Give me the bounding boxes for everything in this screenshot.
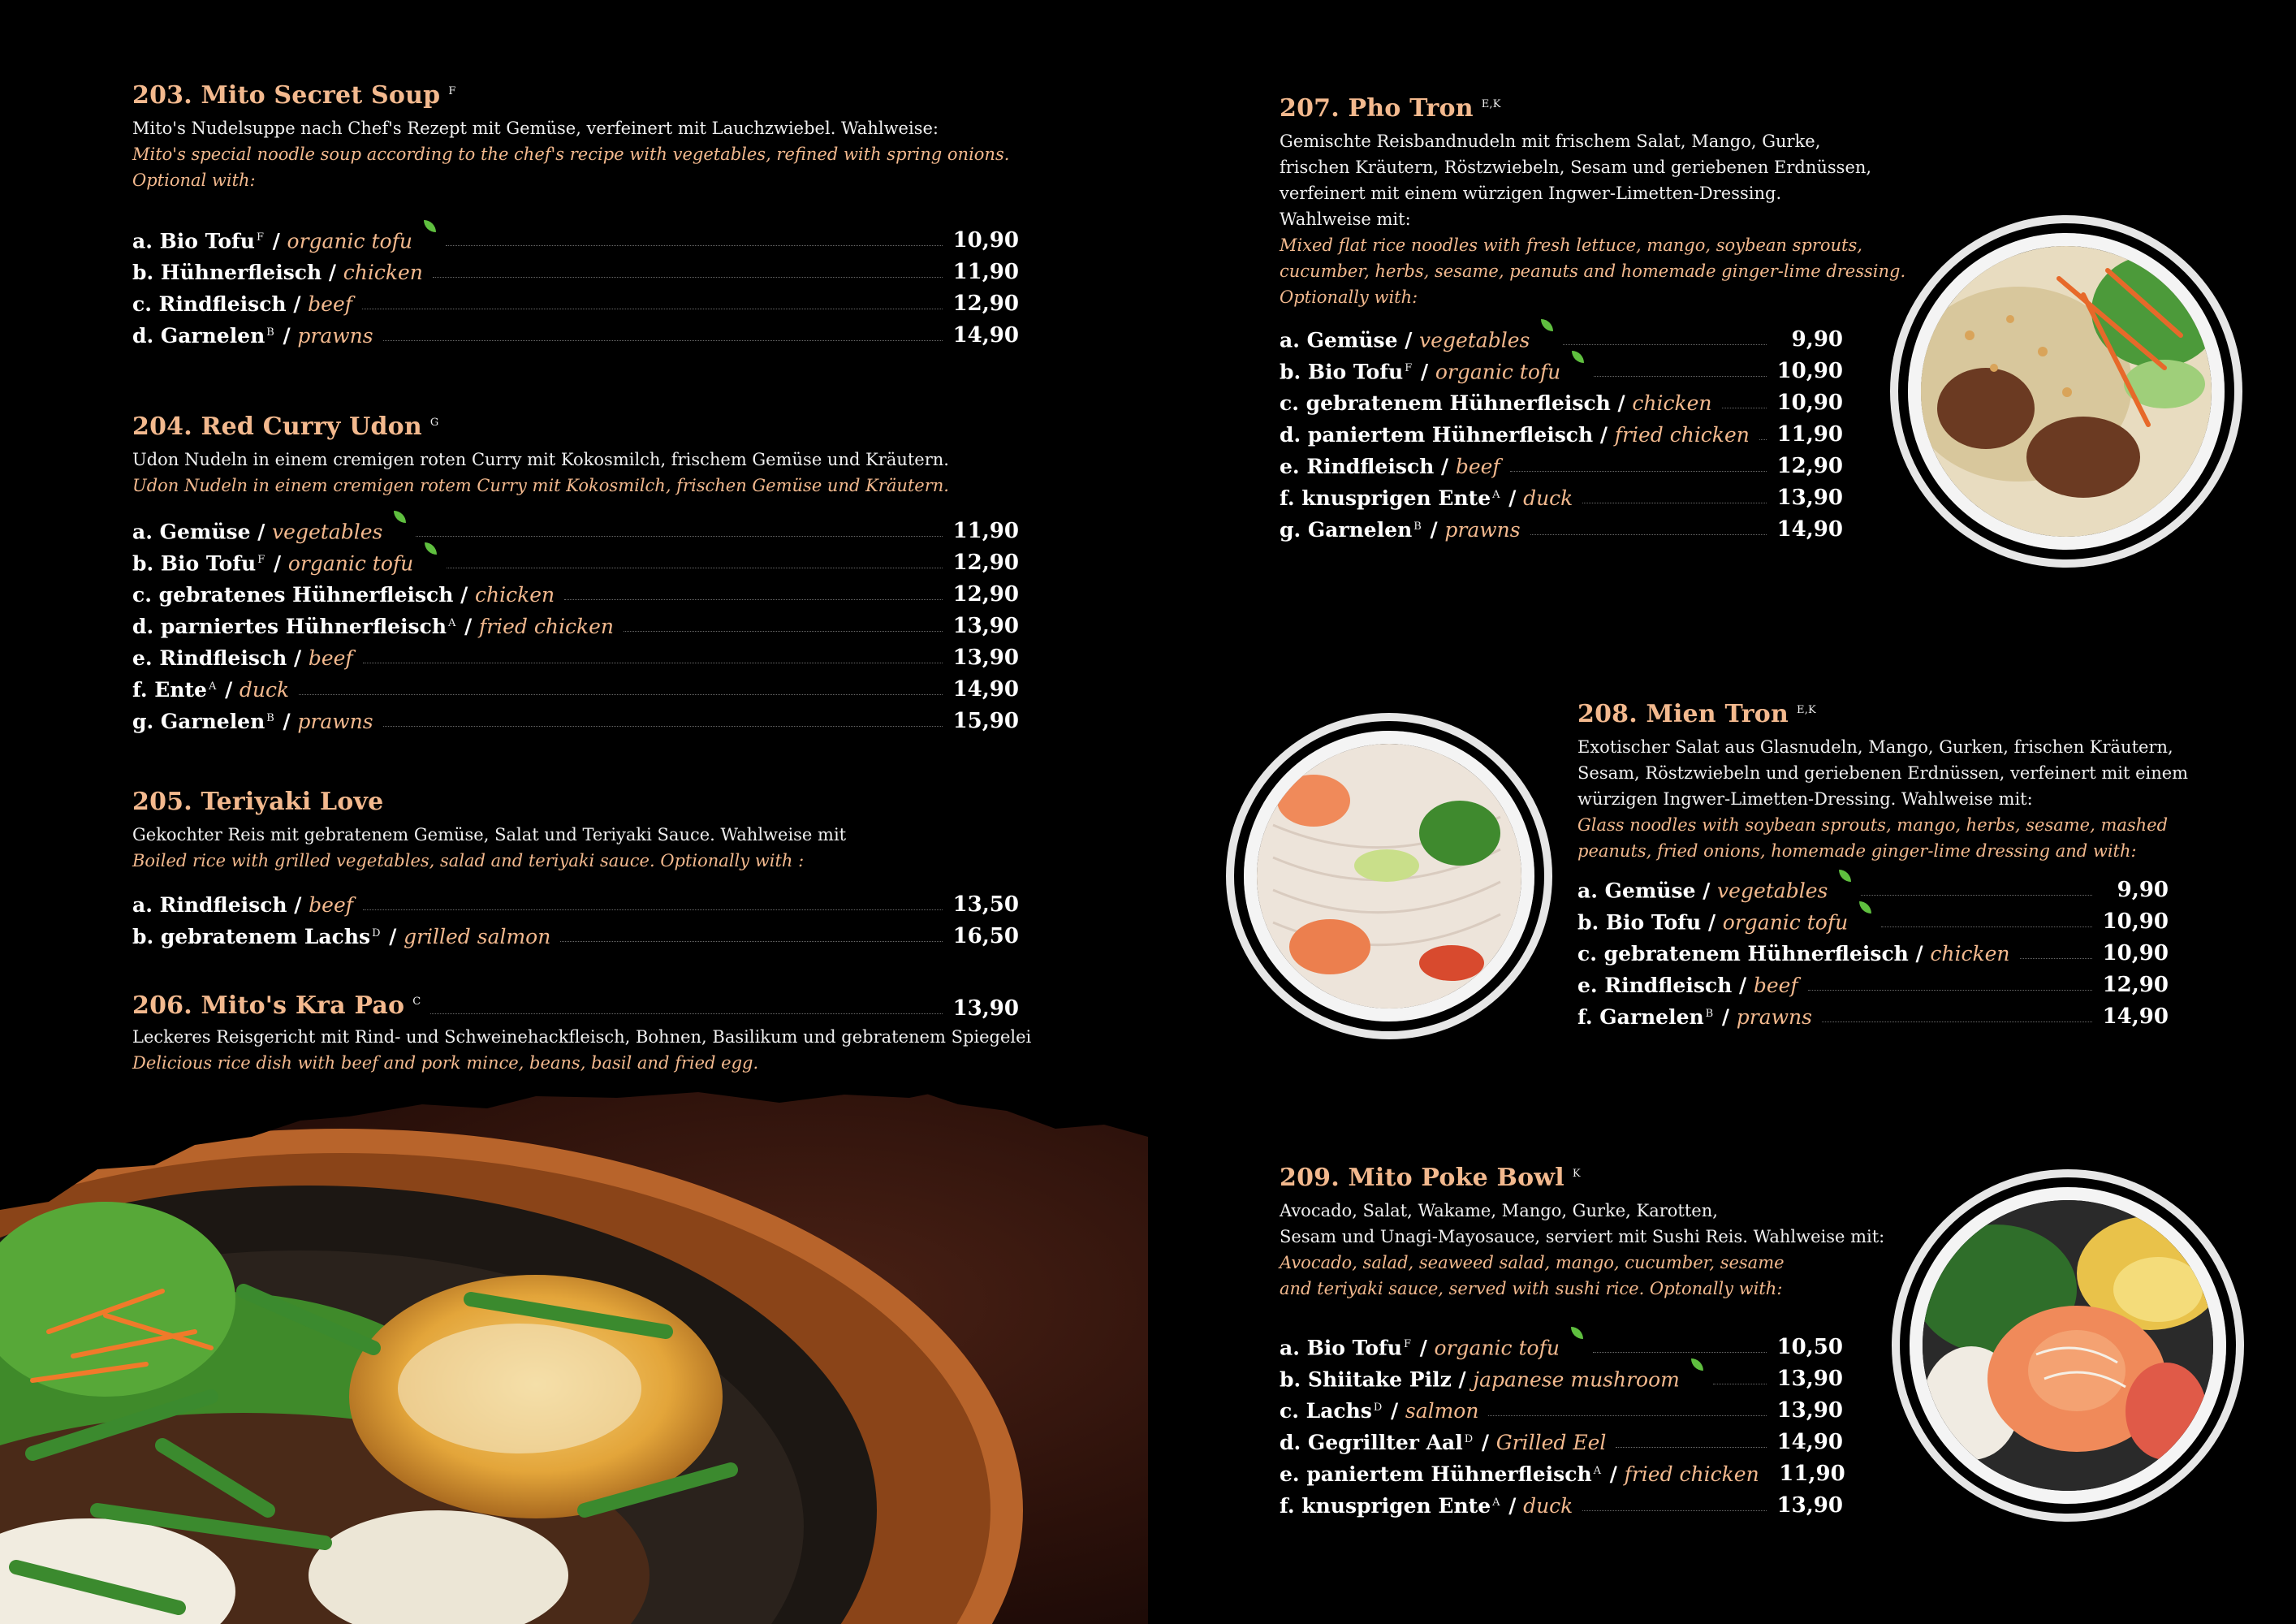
allergen-code: B xyxy=(266,326,274,339)
desc-de: Wahlweise mit: xyxy=(1280,209,1411,229)
item-name-en: beef xyxy=(1753,974,1798,997)
item-label: b. Shiitake Pilz / japanese mushroom xyxy=(1280,1367,1703,1391)
item-name-en: fried chicken xyxy=(1614,423,1750,447)
menu-item-row xyxy=(1577,902,2169,934)
price: 12,90 xyxy=(1776,454,1843,478)
price: 13,90 xyxy=(1776,1398,1843,1423)
item-label: b. Bio Tofu $^F$ / organic tofu xyxy=(1280,359,1584,383)
item-name-en: beef xyxy=(308,646,353,670)
menu-item-row xyxy=(1280,415,1843,447)
item-label: d. paniertem Hühnerfleisch / fried chicken xyxy=(1280,423,1750,447)
desc-de: Sesam, Röstzwiebeln und geriebenen Erdnüssen, verfeinert mit einem xyxy=(1577,763,2189,783)
desc-en: Boiled rice with grilled vegetables, salad and teriyaki sauce. Optionally with : xyxy=(132,851,805,870)
desc-de: Leckeres Reisgericht mit Rind- und Schweinehackfleisch, Bohnen, Basilikum und gebratenem Spiegelei xyxy=(132,1027,1032,1047)
menu-item-row xyxy=(132,638,1019,670)
price: 9,90 xyxy=(2117,878,2169,902)
item-name-de: a. Gemüse xyxy=(1280,328,1398,352)
item-name-en: vegetables xyxy=(272,520,383,543)
allergen-code: F xyxy=(257,553,265,566)
dish-title: 207. Pho Tron $^{E,K}$ xyxy=(1280,94,1501,123)
section-209 xyxy=(1280,1164,1885,1518)
item-label: a. Rindfleisch / beef xyxy=(132,893,353,917)
section-207 xyxy=(1280,94,1906,542)
desc-en: peanuts, fried onions, homemade ginger-lime dressing and with: xyxy=(1577,841,2137,861)
desc-de: würzigen Ingwer-Limetten-Dressing. Wahlweise mit: xyxy=(1577,789,2033,809)
item-name-de: a. Rindfleisch xyxy=(132,893,287,917)
desc-de: Avocado, Salat, Wakame, Mango, Gurke, Karotten, xyxy=(1280,1201,1718,1220)
item-name-de: e. paniertem Hühnerfleisch xyxy=(1280,1462,1592,1486)
dot-leader xyxy=(2020,958,2092,959)
menu-item-row xyxy=(1280,1391,1843,1423)
item-name-en: prawns xyxy=(297,710,373,733)
desc-en: Avocado, salad, seaweed salad, mango, cucumber, sesame xyxy=(1280,1253,1785,1272)
allergen-code: D xyxy=(1373,1401,1383,1414)
dish-title: 203. Mito Secret Soup $^F$ xyxy=(132,81,456,110)
dot-leader xyxy=(446,245,943,246)
item-name-en: vegetables xyxy=(1419,328,1530,352)
menu-item-row xyxy=(132,221,1019,253)
item-name-de: f. Ente xyxy=(132,678,207,702)
item-name-de: b. Bio Tofu xyxy=(1280,360,1404,383)
vegan-leaf-icon xyxy=(1572,351,1584,363)
dot-leader xyxy=(363,909,943,910)
desc-en: and teriyaki sauce, served with sushi rice. Optonally with: xyxy=(1280,1279,1783,1298)
vegan-leaf-icon xyxy=(1571,1327,1583,1339)
mien-tron-svg xyxy=(1257,744,1521,1009)
item-label: f. Ente $^A$ / duck xyxy=(132,678,290,702)
price: 10,50 xyxy=(1776,1335,1843,1359)
dot-leader xyxy=(1530,534,1767,535)
menu-item-row xyxy=(132,885,1019,917)
allergen-code: F xyxy=(1405,361,1413,374)
price: 13,90 xyxy=(1776,1367,1843,1391)
price: 14,90 xyxy=(1776,517,1843,542)
item-name-en: Grilled Eel xyxy=(1495,1431,1607,1454)
item-label: e. Rindfleisch / beef xyxy=(132,646,353,670)
kra-pao-photo xyxy=(0,1088,1148,1624)
price: 10,90 xyxy=(1776,359,1843,383)
dish-title: 209. Mito Poke Bowl $^K$ xyxy=(1280,1164,1581,1192)
dot-leader xyxy=(299,694,943,695)
price: 13,90 xyxy=(1776,1493,1843,1518)
item-list xyxy=(1280,320,1843,542)
dot-leader xyxy=(416,536,943,537)
item-name-de: f. Garnelen xyxy=(1577,1005,1704,1029)
price: 12,90 xyxy=(2102,973,2169,997)
item-name-en: duck xyxy=(1523,1494,1573,1518)
dot-leader xyxy=(1759,439,1767,440)
item-name-de: b. gebratenem Lachs xyxy=(132,925,371,948)
allergen-code: A xyxy=(1492,488,1500,501)
dot-leader xyxy=(383,340,943,341)
item-name-de: c. gebratenem Hühnerfleisch xyxy=(1577,942,1909,965)
section-205 xyxy=(132,788,1019,948)
menu-item-row xyxy=(1280,1328,1843,1359)
item-label: c. gebratenem Hühnerfleisch / chicken xyxy=(1280,391,1712,415)
menu-item-row xyxy=(1280,352,1843,383)
item-name-en: prawns xyxy=(1736,1005,1812,1029)
desc-de: Sesam und Unagi-Mayosauce, serviert mit Sushi Reis. Wahlweise mit: xyxy=(1280,1227,1885,1246)
dot-leader xyxy=(1616,1447,1767,1448)
item-name-de: b. Shiitake Pilz xyxy=(1280,1367,1452,1391)
item-name-de: c. gebratenes Hühnerfleisch xyxy=(132,583,454,607)
item-list xyxy=(132,221,1019,348)
menu-item-row xyxy=(1577,965,2169,997)
item-name-en: prawns xyxy=(297,324,373,348)
vegan-leaf-icon xyxy=(425,542,437,555)
price: 11,90 xyxy=(1776,422,1843,447)
item-label: c. gebratenes Hühnerfleisch / chicken xyxy=(132,583,555,607)
desc-en: cucumber, herbs, sesame, peanuts and homemade ginger-lime dressing. xyxy=(1280,261,1906,281)
item-name-en: fried chicken xyxy=(1624,1462,1759,1486)
dot-leader xyxy=(1808,990,2092,991)
mien-tron-photo xyxy=(1244,731,1534,1021)
dot-leader xyxy=(1488,1415,1767,1416)
vegan-leaf-icon xyxy=(394,511,406,523)
menu-item-row xyxy=(1280,510,1843,542)
allergen-code: D xyxy=(372,926,381,939)
desc-de: Udon Nudeln in einem cremigen roten Curry mit Kokosmilch, frischem Gemüse und Kräutern. xyxy=(132,450,949,469)
item-name-de: d. Gegrillter Aal xyxy=(1280,1431,1463,1454)
item-name-en: chicken xyxy=(475,583,555,607)
price: 15,90 xyxy=(952,709,1019,733)
item-name-en: organic tofu xyxy=(1434,1336,1560,1359)
dish-title: 205. Teriyaki Love xyxy=(132,788,384,816)
allergen-code: A xyxy=(448,616,456,629)
dot-leader xyxy=(1822,1021,2092,1022)
poke-bowl-svg xyxy=(1923,1200,2213,1491)
price: 10,90 xyxy=(952,228,1019,253)
kra-pao-photo-svg xyxy=(0,1088,1148,1624)
price: 13,50 xyxy=(952,892,1019,917)
menu-item-row xyxy=(132,512,1019,543)
item-label: b. Bio Tofu / organic tofu xyxy=(1577,909,1871,934)
item-name-en: salmon xyxy=(1405,1399,1479,1423)
desc-en: Delicious rice dish with beef and pork mince, beans, basil and fried egg. xyxy=(132,1053,759,1073)
item-label: a. Bio Tofu $^F$ / organic tofu xyxy=(132,228,436,253)
item-label: e. Rindfleisch / beef xyxy=(1280,455,1500,478)
desc-de: Mito's Nudelsuppe nach Chef's Rezept mit Gemüse, verfeinert mit Lauchzwiebel. Wahlweise: xyxy=(132,119,939,138)
dot-leader xyxy=(1881,926,2092,927)
item-list xyxy=(132,512,1019,733)
item-name-de: d. Garnelen xyxy=(132,324,265,348)
menu-item-row xyxy=(1280,478,1843,510)
item-label: d. Garnelen $^B$ / prawns xyxy=(132,324,373,348)
item-name-en: organic tofu xyxy=(1722,910,1849,934)
item-name-en: vegetables xyxy=(1717,879,1828,902)
desc-de: Gemischte Reisbandnudeln mit frischem Salat, Mango, Gurke, xyxy=(1280,132,1821,151)
vegan-leaf-icon xyxy=(424,220,436,232)
item-label: e. Rindfleisch / beef xyxy=(1577,974,1798,997)
price: 10,90 xyxy=(2102,941,2169,965)
menu-item-row xyxy=(132,702,1019,733)
menu-item-row xyxy=(132,670,1019,702)
item-list xyxy=(1577,870,2169,1029)
price: 9,90 xyxy=(1791,327,1843,352)
menu-item-row xyxy=(1280,320,1843,352)
menu-item-row xyxy=(132,316,1019,348)
item-name-de: f. knusprigen Ente xyxy=(1280,1494,1491,1518)
item-label: a. Bio Tofu $^F$ / organic tofu xyxy=(1280,1335,1583,1359)
item-label: a. Gemüse / vegetables xyxy=(1280,327,1553,352)
item-name-de: b. Bio Tofu xyxy=(132,551,257,575)
price: 12,90 xyxy=(952,551,1019,575)
item-name-en: chicken xyxy=(1632,391,1712,415)
item-list xyxy=(132,885,1019,948)
item-name-de: e. Rindfleisch xyxy=(132,646,287,670)
price: 14,90 xyxy=(1776,1430,1843,1454)
dish-title: 208. Mien Tron $^{E,K}$ xyxy=(1577,700,1816,728)
item-name-en: duck xyxy=(239,678,290,702)
menu-item-row xyxy=(1280,447,1843,478)
item-name-en: chicken xyxy=(343,261,423,284)
menu-item-row xyxy=(1577,934,2169,965)
item-name-de: c. Lachs xyxy=(1280,1399,1372,1423)
desc-en: Udon Nudeln in einem cremigen rotem Curry mit Kokosmilch, frischen Gemüse und Kräutern. xyxy=(132,476,949,495)
item-name-en: japanese mushroom xyxy=(1473,1367,1680,1391)
item-label: b. gebratenem Lachs $^D$ / grilled salmon xyxy=(132,925,551,948)
item-name-en: prawns xyxy=(1444,518,1521,542)
price: 13,90 xyxy=(952,996,1019,1021)
menu-item-row xyxy=(132,543,1019,575)
item-name-en: beef xyxy=(1455,455,1500,478)
dot-leader xyxy=(1510,471,1767,472)
item-label: e. paniertem Hühnerfleisch $^A$ / fried chicken xyxy=(1280,1462,1759,1486)
dot-leader xyxy=(564,599,943,600)
item-name-de: a. Gemüse xyxy=(1577,879,1696,902)
price: 14,90 xyxy=(952,323,1019,348)
item-name-de: a. Gemüse xyxy=(132,520,251,543)
dot-leader xyxy=(383,726,943,727)
dot-leader xyxy=(1594,376,1767,377)
pho-tron-photo xyxy=(1908,233,2225,550)
item-name-de: c. Rindfleisch xyxy=(132,292,287,316)
desc-de: Exotischer Salat aus Glasnudeln, Mango, Gurken, frischen Kräutern, xyxy=(1577,737,2173,757)
price: 11,90 xyxy=(952,519,1019,543)
dot-leader xyxy=(433,277,943,278)
price: 11,90 xyxy=(1779,1462,1845,1486)
price: 12,90 xyxy=(952,582,1019,607)
item-name-en: organic tofu xyxy=(287,229,412,253)
item-label: b. Bio Tofu $^F$ / organic tofu xyxy=(132,551,437,575)
item-name-de: g. Garnelen xyxy=(1280,518,1413,542)
dot-leader xyxy=(624,631,943,632)
allergen-code: F xyxy=(1403,1337,1411,1350)
menu-item-row xyxy=(1577,870,2169,902)
menu-item-row xyxy=(1280,383,1843,415)
menu-item-row xyxy=(132,917,1019,948)
item-name-de: c. gebratenem Hühnerfleisch xyxy=(1280,391,1611,415)
menu-item-row xyxy=(1577,997,2169,1029)
price: 13,90 xyxy=(952,614,1019,638)
allergen-code: D xyxy=(1464,1432,1474,1445)
price: 16,50 xyxy=(952,924,1019,948)
item-label: d. parniertes Hühnerfleisch $^A$ / fried chicken xyxy=(132,615,615,638)
item-label: c. Lachs $^D$ / salmon xyxy=(1280,1399,1479,1423)
item-label: a. Gemüse / vegetables xyxy=(132,519,406,543)
item-label: g. Garnelen $^B$ / prawns xyxy=(1280,518,1521,542)
desc-de: Gekochter Reis mit gebratenem Gemüse, Salat und Teriyaki Sauce. Wahlweise mit xyxy=(132,825,847,844)
item-name-de: a. Bio Tofu xyxy=(1280,1336,1402,1359)
dish-title: 204. Red Curry Udon $^G$ xyxy=(132,412,439,441)
allergen-code: A xyxy=(208,680,217,693)
desc-en: Optionally with: xyxy=(1280,287,1418,307)
vegan-leaf-icon xyxy=(1839,870,1851,882)
item-name-de: b. Bio Tofu xyxy=(1577,910,1702,934)
item-label: c. gebratenem Hühnerfleisch / chicken xyxy=(1577,942,2010,965)
allergen-code: B xyxy=(1413,520,1422,533)
allergen-code: A xyxy=(1492,1496,1500,1509)
menu-item-row xyxy=(132,607,1019,638)
pho-tron-svg xyxy=(1921,246,2212,537)
item-name-de: a. Bio Tofu xyxy=(132,229,255,253)
price: 10,90 xyxy=(1776,391,1843,415)
desc-en: Mito's special noodle soup according to the chef's recipe with vegetables, refined with spring onions. xyxy=(132,145,1010,164)
item-label: b. Hühnerfleisch / chicken xyxy=(132,261,423,284)
desc-en: Glass noodles with soybean sprouts, mango, herbs, sesame, mashed xyxy=(1577,815,2169,835)
item-name-en: duck xyxy=(1523,486,1573,510)
section-206 xyxy=(132,988,1032,1076)
item-name-de: e. Rindfleisch xyxy=(1577,974,1733,997)
item-name-en: fried chicken xyxy=(478,615,615,638)
price: 13,90 xyxy=(1776,486,1843,510)
item-label: f. knusprigen Ente $^A$ / duck xyxy=(1280,486,1573,510)
dot-leader xyxy=(560,941,943,942)
price: 14,90 xyxy=(952,677,1019,702)
section-203 xyxy=(132,81,1019,348)
item-name-en: organic tofu xyxy=(287,551,414,575)
desc-de: verfeinert mit einem würzigen Ingwer-Limetten-Dressing. xyxy=(1280,184,1782,203)
desc-en: Mixed flat rice noodles with fresh lettuce, mango, soybean sprouts, xyxy=(1280,235,1862,255)
item-name-en: organic tofu xyxy=(1435,360,1561,383)
allergen-code: A xyxy=(1593,1464,1602,1477)
dot-leader xyxy=(1861,895,2092,896)
item-name-en: beef xyxy=(309,893,353,917)
poke-bowl-photo xyxy=(1910,1187,2226,1504)
desc-de: frischen Kräutern, Röstzwiebeln, Sesam und geriebenen Erdnüssen, xyxy=(1280,158,1872,177)
allergen-code: B xyxy=(1705,1007,1714,1020)
dot-leader xyxy=(1582,1510,1767,1511)
menu-item-row xyxy=(132,575,1019,607)
item-name-en: chicken xyxy=(1930,942,2010,965)
section-208 xyxy=(1577,700,2189,1029)
price: 13,90 xyxy=(952,646,1019,670)
item-label: a. Gemüse / vegetables xyxy=(1577,878,1851,902)
item-name-de: e. Rindfleisch xyxy=(1280,455,1435,478)
item-name-en: grilled salmon xyxy=(404,925,551,948)
price: 10,90 xyxy=(2102,909,2169,934)
desc-en: Optional with: xyxy=(132,171,256,190)
menu-item-row xyxy=(1280,1486,1843,1518)
menu-item-row xyxy=(1280,1423,1843,1454)
item-name-en: beef xyxy=(308,292,353,316)
menu-item-row xyxy=(132,284,1019,316)
dot-leader xyxy=(1563,344,1767,345)
item-name-de: d. paniertem Hühnerfleisch xyxy=(1280,423,1594,447)
item-label: g. Garnelen $^B$ / prawns xyxy=(132,710,373,733)
allergen-code: F xyxy=(256,231,264,244)
item-list xyxy=(1280,1328,1843,1518)
menu-item-row xyxy=(1280,1454,1843,1486)
dish-title-row: 206. Mito's Kra Pao $^C$ 13,90 xyxy=(132,991,1019,1021)
item-label: d. Gegrillter Aal $^D$ / Grilled Eel xyxy=(1280,1431,1607,1454)
item-name-de: b. Hühnerfleisch xyxy=(132,261,322,284)
price: 12,90 xyxy=(952,292,1019,316)
price: 14,90 xyxy=(2102,1004,2169,1029)
vegan-leaf-icon xyxy=(1859,901,1871,914)
item-label: c. Rindfleisch / beef xyxy=(132,292,353,316)
item-label: f. knusprigen Ente $^A$ / duck xyxy=(1280,1494,1573,1518)
vegan-leaf-icon xyxy=(1691,1358,1703,1371)
item-name-de: g. Garnelen xyxy=(132,710,265,733)
item-name-de: f. knusprigen Ente xyxy=(1280,486,1491,510)
item-label: f. Garnelen $^B$ / prawns xyxy=(1577,1005,1812,1029)
price: 11,90 xyxy=(952,260,1019,284)
section-204 xyxy=(132,412,1019,733)
menu-item-row xyxy=(1280,1359,1843,1391)
vegan-leaf-icon xyxy=(1541,319,1553,331)
dot-leader xyxy=(1593,1352,1767,1353)
item-name-de: d. parniertes Hühnerfleisch xyxy=(132,615,447,638)
menu-item-row xyxy=(132,253,1019,284)
allergen-code: B xyxy=(266,711,274,724)
